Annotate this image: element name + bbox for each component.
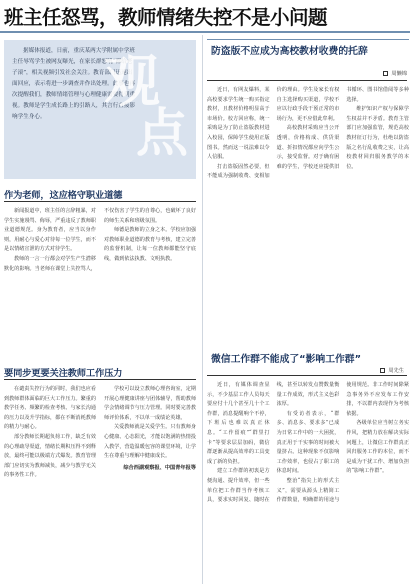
article2-rule (207, 375, 407, 376)
author-box-icon (380, 368, 385, 373)
article1-body (207, 86, 409, 324)
article2-body (207, 381, 409, 581)
article1-paragraph: 近日，有网友爆料，某高校要求学生统一购买指定教材，且教材价格明显高于市场价。校方回应称，统一采购是为了防止盗版教材进入校园，保障学生使用正版图书。然而这一说法难以令人信服。 (207, 87, 270, 161)
article1-paragraph: 高校教材采购应当公开透明，价格构成、供货渠道、折扣情况都应向学生公示，接受监督。对于确有困难的学生，学校还应提供旧书循环、图书馆借阅等多种选择。 (276, 87, 409, 170)
top-divider (0, 31, 410, 33)
section1-body (4, 207, 196, 357)
section1-rule (4, 201, 196, 202)
section1-paragraph: 师德是教师的立身之本。学校应加强对教师职业道德的教育与考核，建立完善的监督机制，让每一位教师都能坚守底线，做到依法执教、文明执教。 (104, 227, 196, 262)
section2-body (4, 385, 196, 581)
section2-paragraph: 在谴责失控行为的同时，我们也应看到教师群体面临的巨大工作压力。繁重的教学任务、频繁的检查考核、与家长沟通的压力以及升学指标，都在不断消耗教师的精力与耐心。 (4, 386, 96, 431)
page-headline: 班主任怒骂，教师情绪失控不是小问题 (4, 6, 328, 29)
article2-paragraph: 有受访者表示，“群多、消息多、要求多”已成为日常工作中的一大困扰，真正用于干实事的时间被大量挤占。这种现象不仅影响工作效率，也侵占了职工的休息时间。 (276, 410, 340, 475)
article1-title: 防盗版不应成为高校教材收费的托辞 (211, 46, 368, 57)
lead-box (4, 40, 196, 179)
section2-rule (4, 379, 196, 380)
section1-paragraph: 教师的一言一行都会对学生产生潜移默化的影响。当老师在课堂上失控骂人，不仅伤害了学生的自尊心，也破坏了良好的师生关系和班级氛围。 (4, 208, 196, 272)
section1-paragraph: 新闻报道中，班主任的言辞粗暴，对学生实施谩骂、侮辱，严重违反了教师职业道德规范。身为教育者，应当以身作则，用耐心与爱心对待每一位学生，而不是以情绪宣泄的方式对待学生。 (4, 208, 96, 253)
article2-paragraph: 各级单位应当树立务实作风，把精力放在解决实际问题上，让微信工作群真正回归服务工作的本位，而不是成为干扰工作、增加负担的“影响工作群”。 (346, 420, 409, 475)
article2-paragraph: 整治“指尖上的形式主义”，需要从源头上精简工作群数量，明确群的用途与使用规范。非工作时间除紧急事务外不应发布工作安排，不以群内表现作为考核依据。 (276, 382, 409, 504)
right-column (202, 35, 410, 584)
article2-author (380, 367, 404, 374)
article2-author-name: 周先生 (388, 368, 404, 374)
section1-title: 作为老师，这应格守职业道德 (4, 190, 123, 201)
lead-text: 据媒体报道，日前，重庆某两大学附属中学班主任辱骂学生被网友曝光，在家长群怒吼“都给老子滚”，相关视频引发社会关注。教育部门迅速出面回应，表示将进一步调查并作出处理。此事也再次提醒我们，教师情绪管理与心理健康需要得到重视。教师是学生成长路上的引路人，其言行直接影响学生身心。 (12, 48, 136, 120)
section2-paragraph: 学校可以设立教师心理咨询室，定期开展心理健康讲座与团体辅导，帮助教师学会情绪调节与压力管理。同时要完善教师评价体系，不以单一成绩论英雄。 (104, 386, 196, 421)
left-column (0, 35, 200, 584)
article1 (207, 39, 409, 325)
article2-paragraph: 近日，有媒体调查显示，不少基层工作人员每天要应付十几个甚至几十个工作群，消息提醒响个不停，下班后也难以真正休息。“工作留痕”“群里打卡”等要求层层加码，微信群逐渐从提高效率的工具变成了新的负担。 (207, 382, 270, 465)
section2-paragraph: 部分教师长期超负荷工作，缺乏有效的心理疏导渠道，情绪长期积压得不到释放，最终可能以极端方式爆发。教育管理部门应切实为教师减负，减少与教学无关的事务性工作。 (4, 433, 96, 479)
article1-paragraph: 打击盗版固然必要，但不能成为强制收费、变相加价的理由。学生及家长有权自主选择购买渠道，学校不应以行政手段干预正常的市场行为，更不应借此牟利。 (207, 87, 340, 180)
article1-author (383, 70, 407, 77)
article2-title: 微信工作群不能成了“影响工作群” (211, 354, 362, 365)
section2-title: 要同步更要关注教师工作压力 (4, 368, 123, 379)
viewpoint-char-1: 观 (104, 49, 160, 115)
section2-paragraph: 关爱教师就是关爱学生。只有教师身心健康、心态阳光，才能以饱满的热情投入教学，营造温暖包容的课堂环境，让学生在尊重与理解中健康成长。 (104, 424, 196, 460)
section2-byline: 综合西湖观察报、中国青年报等 (123, 464, 196, 471)
article2-paragraph: 建立工作群的初衷是方便沟通、提升效率，但一些单位把工作群当作考核工具，要求实时回复、随时在线，甚至以转发点赞数量衡量工作成效，形式主义色彩浓厚。 (207, 382, 340, 504)
viewpoint-char-2: 点 (135, 103, 188, 164)
article1-paragraph: 维护知识产权与保障学生权益并不矛盾。教育主管部门应加强监管，规范高校教材征订行为，杜绝以防盗版之名行乱收费之实，让高校教材回归服务教学的本位。 (346, 106, 409, 170)
article1-author-name: 周懒锦 (391, 71, 407, 77)
author-box-icon (383, 71, 388, 76)
article1-rule (207, 80, 407, 81)
